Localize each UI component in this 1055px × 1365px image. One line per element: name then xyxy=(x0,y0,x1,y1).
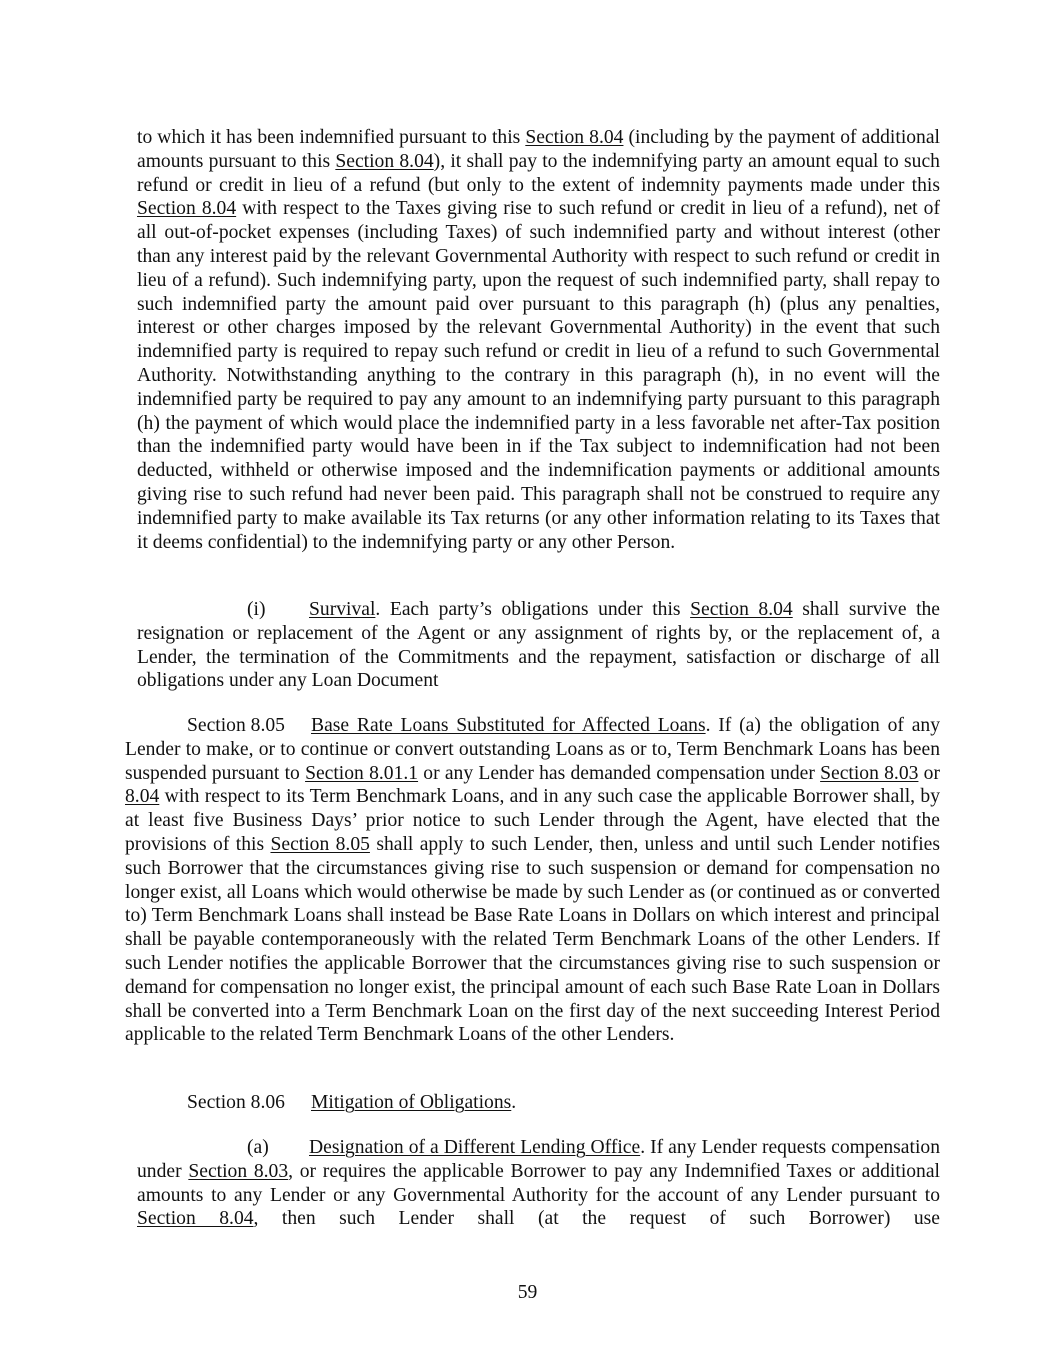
paragraph-heading: Survival xyxy=(309,599,376,620)
paragraph-a-designation xyxy=(137,1136,940,1231)
text: or xyxy=(918,762,940,784)
text: or any Lender has demanded compensation under xyxy=(418,762,821,784)
section-reference-link[interactable]: Section 8.04 xyxy=(525,127,624,148)
text: , then such Lender shall (at the request of such Borrower) use xyxy=(253,1208,940,1230)
section-reference-link[interactable]: Section 8.03 xyxy=(820,762,919,784)
section-heading: Base Rate Loans Substituted for Affected Loans xyxy=(311,715,706,736)
section-number: Section 8.06 xyxy=(187,1092,285,1113)
section-reference-link[interactable]: Section 8.01.1 xyxy=(305,762,419,784)
paragraph-heading: Designation of a Different Lending Office xyxy=(309,1137,641,1158)
section-reference-link[interactable]: Section 8.04 xyxy=(335,150,434,172)
text: , or requires the applicable Borrower to pay any Indemnified Taxes or additional amounts to any Lender or any Governmental Authority for the account of any Lender pursuant to xyxy=(137,1160,940,1206)
paragraph-i-survival xyxy=(137,598,940,693)
paragraph-label: (a) xyxy=(247,1137,269,1158)
text: . xyxy=(511,1092,517,1113)
section-reference-link[interactable]: Section 8.05 xyxy=(270,833,370,855)
text: (including by the payment of additional amounts pursuant to this xyxy=(137,127,940,172)
text: . If (a) the obligation of any Lender to make, or to continue or convert outstanding Loans as or to, Term Benchmark Loans has been suspended pursuant to xyxy=(125,715,940,784)
paragraph-label: (i) xyxy=(247,599,266,620)
text: with respect to its Term Benchmark Loans, and in any such case the applicable Borrower shall, by at least five Business Days’ prior notice to such Lender through the Agent, have elected that the provisions of this xyxy=(125,786,940,855)
section-8-06-heading xyxy=(187,1091,887,1115)
section-reference-link[interactable]: 8.04 xyxy=(125,786,160,808)
section-reference-link[interactable]: Section 8.04 xyxy=(137,1208,254,1230)
section-reference-link[interactable]: Section 8.03 xyxy=(188,1160,289,1182)
section-number: Section 8.05 xyxy=(187,715,285,736)
text: to which it has been indemnified pursuant to this xyxy=(137,127,526,148)
text: with respect to the Taxes giving rise to such refund or credit in lieu of a refund), net of all out-of-pocket expenses (including Taxes) of such indemnified party and without interest (other than any interest paid by the relevant Governmental Authority with respect to such refund or credit in lieu of a refund). Such indemnifying party, upon the request of such indemnified party, shall repay to such indemnified party the amount paid over pursuant to this paragraph (h) (plus any penalties, interest or other charges imposed by the relevant Governmental Authority) in the event that such indemnified party is required to repay such refund or credit in lieu of a refund to such Governmental Authority. Notwithstanding anything to the contrary in this paragraph (h), in no event will the indemnified party be required to pay any amount to an indemnifying party pursuant to this paragraph (h) the payment of which would place the indemnified party in a less favorable net after-Tax position than the indemnified party would have been in if the Tax subject to indemnification had not been deducted, withheld or otherwise imposed and the indemnification payments or additional amounts giving rise to such refund had never been paid. This paragraph shall not be construed to require any indemnified party to make available its Tax returns (or any other information relating to its Taxes that it deems confidential) to the indemnifying party or any other Person. xyxy=(137,198,940,553)
section-reference-link[interactable]: Section 8.04 xyxy=(690,599,793,620)
text: . If any Lender requests compensation under xyxy=(137,1137,940,1182)
paragraph-h-continuation xyxy=(137,126,940,554)
section-reference-link[interactable]: Section 8.04 xyxy=(137,198,237,220)
text: shall survive the resignation or replacement of the Agent or any assignment of rights by, or the replacement of, a Lender, the termination of the Commitments and the repayment, satisfaction or discharge of all obligations under any Loan Document xyxy=(137,599,941,692)
text: shall apply to such Lender, then, unless and until such Lender notifies such Borrower that the circumstances giving rise to such suspension or demand for compensation no longer exist, all Loans which would otherwise be made by such Lender as (or continued as or converted to) Term Benchmark Loans shall instead be Base Rate Loans in Dollars on which interest and principal shall be payable contemporaneously with the related Term Benchmark Loans of the other Lenders. If such Lender notifies the applicable Borrower that the circumstances giving rise to such suspension or demand for compensation no longer exist, the principal amount of each such Base Rate Loan in Dollars shall be converted into a Term Benchmark Loan on the first day of the next succeeding Interest Period applicable to the related Term Benchmark Loans of the other Lenders. xyxy=(125,833,940,1046)
section-heading: Mitigation of Obligations xyxy=(311,1092,512,1113)
section-8-05 xyxy=(125,714,940,1047)
text: ), it shall pay to the indemnifying party an amount equal to such refund or credit in lieu of a refund (but only to the extent of indemnity payments made under this xyxy=(137,150,940,196)
page-number: 59 xyxy=(517,1282,538,1303)
text: . Each party’s obligations under this xyxy=(375,599,691,620)
